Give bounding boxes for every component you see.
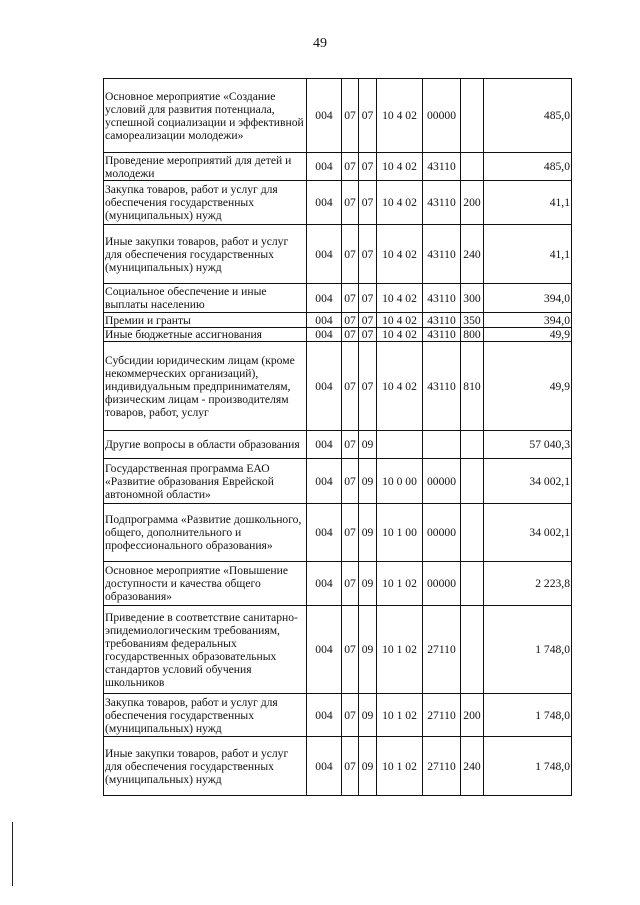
section-code: 07	[342, 225, 359, 284]
direction-code: 27110	[423, 737, 461, 796]
subsection-code: 09	[359, 431, 377, 459]
program-code: 10 4 02	[377, 225, 423, 284]
table-row	[104, 225, 572, 284]
subsection-code: 07	[359, 284, 377, 313]
expense-type-code	[461, 562, 484, 606]
table-row	[104, 153, 572, 181]
amount: 1 748,0	[484, 737, 572, 796]
expense-type-code	[461, 79, 484, 153]
expense-type-code: 200	[461, 694, 484, 737]
subsection-code: 09	[359, 459, 377, 504]
subsection-code: 09	[359, 504, 377, 562]
program-code: 10 4 02	[377, 284, 423, 313]
expense-type-code: 810	[461, 342, 484, 431]
row-name: Иные закупки товаров, работ и услуг для обеспечения государственных (муниципальных) нужд	[104, 737, 307, 796]
section-code: 07	[342, 562, 359, 606]
ministry-code: 004	[307, 737, 342, 796]
section-code: 07	[342, 328, 359, 342]
program-code: 10 1 00	[377, 504, 423, 562]
direction-code: 27110	[423, 694, 461, 737]
margin-line	[12, 822, 13, 886]
table-row	[104, 562, 572, 606]
program-code: 10 4 02	[377, 79, 423, 153]
direction-code: 43110	[423, 181, 461, 225]
row-name: Подпрограмма «Развитие дошкольного, общего, дополнительного и профессионального образования»	[104, 504, 307, 562]
program-code: 10 4 02	[377, 313, 423, 328]
subsection-code: 09	[359, 562, 377, 606]
expense-type-code	[461, 459, 484, 504]
direction-code: 00000	[423, 79, 461, 153]
amount: 394,0	[484, 313, 572, 328]
section-code: 07	[342, 153, 359, 181]
direction-code: 00000	[423, 504, 461, 562]
direction-code: 27110	[423, 606, 461, 694]
ministry-code: 004	[307, 459, 342, 504]
subsection-code: 09	[359, 606, 377, 694]
program-code: 10 0 00	[377, 459, 423, 504]
subsection-code: 07	[359, 225, 377, 284]
section-code: 07	[342, 284, 359, 313]
ministry-code: 004	[307, 342, 342, 431]
ministry-code: 004	[307, 606, 342, 694]
table-row	[104, 328, 572, 342]
direction-code: 43110	[423, 284, 461, 313]
section-code: 07	[342, 181, 359, 225]
row-name: Иные закупки товаров, работ и услуг для обеспечения государственных (муниципальных) нужд	[104, 225, 307, 284]
amount: 41,1	[484, 181, 572, 225]
table-row	[104, 459, 572, 504]
table-row	[104, 342, 572, 431]
subsection-code: 07	[359, 153, 377, 181]
row-name: Социальное обеспечение и иные выплаты населению	[104, 284, 307, 313]
table-row	[104, 431, 572, 459]
section-code: 07	[342, 431, 359, 459]
subsection-code: 09	[359, 737, 377, 796]
section-code: 07	[342, 313, 359, 328]
row-name: Закупка товаров, работ и услуг для обеспечения государственных (муниципальных) нужд	[104, 181, 307, 225]
ministry-code: 004	[307, 313, 342, 328]
subsection-code: 09	[359, 694, 377, 737]
subsection-code: 07	[359, 342, 377, 431]
program-code: 10 4 02	[377, 342, 423, 431]
program-code: 10 1 02	[377, 737, 423, 796]
expense-type-code	[461, 153, 484, 181]
row-name: Иные бюджетные ассигнования	[104, 328, 307, 342]
table-row	[104, 606, 572, 694]
row-name: Приведение в соответствие санитарно-эпидемиологическим требованиям, требованиям федеральных государственных образовательных стандартов условий обучения школьников	[104, 606, 307, 694]
expense-type-code: 240	[461, 737, 484, 796]
table-row	[104, 737, 572, 796]
row-name: Другие вопросы в области образования	[104, 431, 307, 459]
amount: 2 223,8	[484, 562, 572, 606]
budget-table	[103, 78, 572, 796]
ministry-code: 004	[307, 284, 342, 313]
program-code: 10 1 02	[377, 694, 423, 737]
expense-type-code: 300	[461, 284, 484, 313]
expense-type-code: 350	[461, 313, 484, 328]
direction-code: 43110	[423, 153, 461, 181]
section-code: 07	[342, 459, 359, 504]
direction-code: 43110	[423, 313, 461, 328]
program-code: 10 4 02	[377, 181, 423, 225]
amount: 34 002,1	[484, 459, 572, 504]
row-name: Субсидии юридическим лицам (кроме некоммерческих организаций), индивидуальным предпринимателям, физическим лицам - производителям товаров, работ, услуг	[104, 342, 307, 431]
direction-code	[423, 431, 461, 459]
section-code: 07	[342, 342, 359, 431]
table-row	[104, 694, 572, 737]
section-code: 07	[342, 79, 359, 153]
expense-type-code: 240	[461, 225, 484, 284]
direction-code: 00000	[423, 459, 461, 504]
subsection-code: 07	[359, 79, 377, 153]
amount: 49,9	[484, 328, 572, 342]
table-row	[104, 504, 572, 562]
ministry-code: 004	[307, 181, 342, 225]
table-row	[104, 181, 572, 225]
ministry-code: 004	[307, 694, 342, 737]
table-row	[104, 313, 572, 328]
row-name: Проведение мероприятий для детей и молодежи	[104, 153, 307, 181]
subsection-code: 07	[359, 328, 377, 342]
page-number: 49	[313, 36, 327, 51]
expense-type-code	[461, 504, 484, 562]
section-code: 07	[342, 504, 359, 562]
ministry-code: 004	[307, 504, 342, 562]
amount: 394,0	[484, 284, 572, 313]
row-name: Премии и гранты	[104, 313, 307, 328]
direction-code: 43110	[423, 328, 461, 342]
ministry-code: 004	[307, 225, 342, 284]
program-code: 10 1 02	[377, 606, 423, 694]
amount: 41,1	[484, 225, 572, 284]
expense-type-code	[461, 431, 484, 459]
program-code	[377, 431, 423, 459]
expense-type-code	[461, 606, 484, 694]
subsection-code: 07	[359, 313, 377, 328]
expense-type-code: 200	[461, 181, 484, 225]
section-code: 07	[342, 606, 359, 694]
program-code: 10 1 02	[377, 562, 423, 606]
row-name: Основное мероприятие «Создание условий для развития потенциала, успешной социализации и эффективной самореализации молодежи»	[104, 79, 307, 153]
ministry-code: 004	[307, 153, 342, 181]
direction-code: 43110	[423, 225, 461, 284]
amount: 57 040,3	[484, 431, 572, 459]
amount: 49,9	[484, 342, 572, 431]
row-name: Основное мероприятие «Повышение доступности и качества общего образования»	[104, 562, 307, 606]
amount: 1 748,0	[484, 694, 572, 737]
section-code: 07	[342, 737, 359, 796]
program-code: 10 4 02	[377, 328, 423, 342]
direction-code: 43110	[423, 342, 461, 431]
ministry-code: 004	[307, 431, 342, 459]
subsection-code: 07	[359, 181, 377, 225]
table-row	[104, 79, 572, 153]
direction-code: 00000	[423, 562, 461, 606]
amount: 485,0	[484, 79, 572, 153]
amount: 485,0	[484, 153, 572, 181]
row-name: Государственная программа ЕАО «Развитие образования Еврейской автономной области»	[104, 459, 307, 504]
expense-type-code: 800	[461, 328, 484, 342]
amount: 1 748,0	[484, 606, 572, 694]
ministry-code: 004	[307, 79, 342, 153]
program-code: 10 4 02	[377, 153, 423, 181]
row-name: Закупка товаров, работ и услуг для обеспечения государственных (муниципальных) нужд	[104, 694, 307, 737]
ministry-code: 004	[307, 562, 342, 606]
table-body	[104, 79, 572, 796]
amount: 34 002,1	[484, 504, 572, 562]
section-code: 07	[342, 694, 359, 737]
table-row	[104, 284, 572, 313]
ministry-code: 004	[307, 328, 342, 342]
